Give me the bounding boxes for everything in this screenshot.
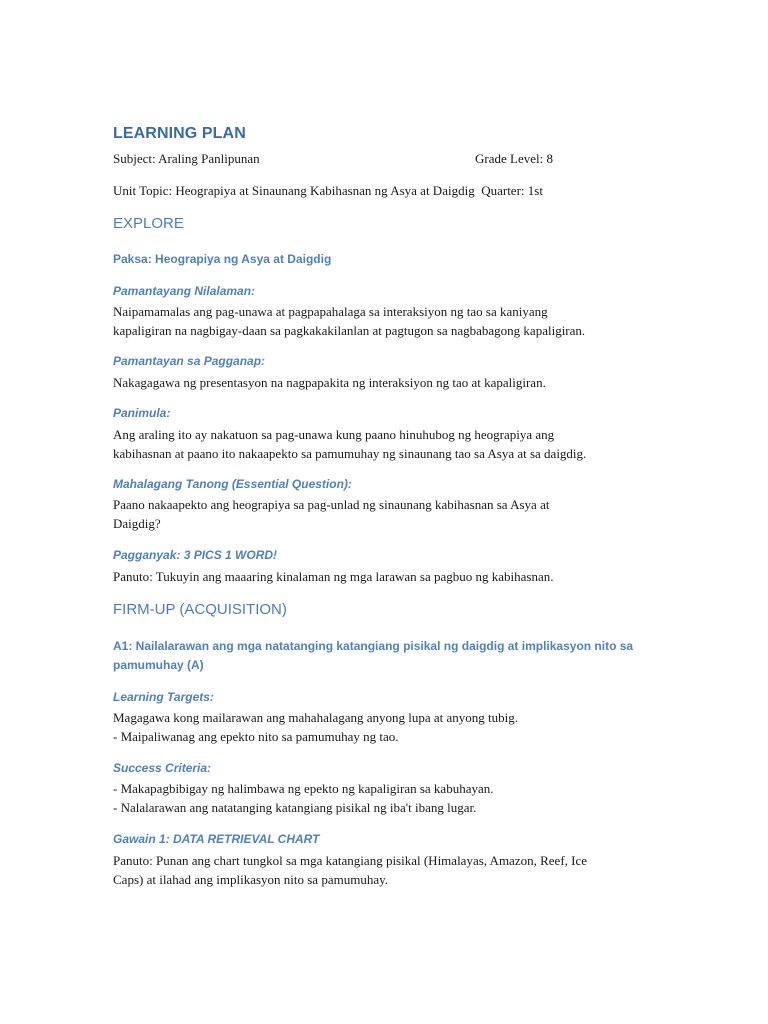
unit-topic-line xyxy=(113,181,543,200)
text-line: Nakagagawa ng presentasyon na nagpapakita ng interaksiyon ng tao at kapaligiran. xyxy=(113,375,546,390)
pamantayan-pagganap-label: Pamantayan sa Pagganap: xyxy=(113,354,266,368)
success-criteria-text xyxy=(113,779,658,817)
mahalagang-tanong-label: Mahalagang Tanong (Essential Question): xyxy=(113,477,352,491)
text-line: Panuto: Tukuyin ang maaaring kinalaman ng mga larawan sa pagbuo ng kabihasnan. xyxy=(113,569,554,584)
text-line: pamumuhay (A) xyxy=(113,658,204,672)
learning-targets-text xyxy=(113,708,658,746)
subject-line: Subject: Araling Panlipunan xyxy=(113,151,260,166)
panimula-text xyxy=(113,425,658,463)
paksa-heading: Paksa: Heograpiya ng Asya at Daigdig xyxy=(113,252,332,266)
pagganyak-label: Pagganyak: 3 PICS 1 WORD! xyxy=(113,548,278,562)
text-line: - Nalalarawan ang natatanging katangiang pisikal ng iba't ibang lugar. xyxy=(113,800,477,815)
text-line: Ang araling ito ay nakatuon sa pag-unawa kung paano hinuhubog ng heograpiya ang xyxy=(113,427,555,442)
text-line: Caps) at ilahad ang implikasyon nito sa pamumuhay. xyxy=(113,872,388,887)
text-line: kabihasnan at paano ito nakaapekto sa pamumuhay ng sinaunang tao sa Asya at sa daigdig. xyxy=(113,446,587,461)
text-line: Naipamamalas ang pag-unawa at pagpapahalaga sa interaksiyon ng tao sa kaniyang xyxy=(113,304,548,319)
text-line: A1: Nailalarawan ang mga natatanging katangiang pisikal ng daigdig at implikasyon nito sa xyxy=(113,639,634,653)
text-line: Daigdig? xyxy=(113,516,161,531)
text-line: Magagawa kong mailarawan ang mahahalagang anyong lupa at anyong tubig. xyxy=(113,710,519,725)
learning-targets-label: Learning Targets: xyxy=(113,690,214,704)
text-line: - Makapagbibigay ng halimbawa ng epekto ng kapaligiran sa kabuhayan. xyxy=(113,781,494,796)
gawain1-text xyxy=(113,851,658,889)
quarter-text: Quarter: 1st xyxy=(481,183,543,198)
text-line: - Maipaliwanag ang epekto nito sa pamumuhay ng tao. xyxy=(113,729,399,744)
explore-heading: EXPLORE xyxy=(113,215,184,232)
unit-topic-text: Unit Topic: Heograpiya at Sinaunang Kabihasnan ng Asya at Daigdig xyxy=(113,183,475,198)
grade-level-line: Grade Level: 8 xyxy=(475,151,553,166)
text-line: Panuto: Punan ang chart tungkol sa mga katangiang pisikal (Himalayas, Amazon, Reef, Ice xyxy=(113,853,588,868)
gawain1-label: Gawain 1: DATA RETRIEVAL CHART xyxy=(113,832,320,846)
panimula-label: Panimula: xyxy=(113,406,171,420)
pagganyak-text xyxy=(113,567,658,586)
page-title: LEARNING PLAN xyxy=(113,125,246,142)
pamantayang-nilalaman-text xyxy=(113,302,658,340)
firmup-heading: FIRM-UP (ACQUISITION) xyxy=(113,601,287,618)
mahalagang-tanong-text xyxy=(113,495,658,533)
success-criteria-label: Success Criteria: xyxy=(113,761,212,775)
pamantayang-nilalaman-label: Pamantayang Nilalaman: xyxy=(113,284,256,298)
text-line: Paano nakaapekto ang heograpiya sa pag-unlad ng sinaunang kabihasnan sa Asya at xyxy=(113,497,550,512)
pamantayan-pagganap-text xyxy=(113,373,658,392)
text-line: kapaligiran na nagbigay-daan sa pagkakakilanlan at pagtugon sa nagbabagong kapaligiran. xyxy=(113,323,586,338)
a1-heading xyxy=(113,637,653,675)
